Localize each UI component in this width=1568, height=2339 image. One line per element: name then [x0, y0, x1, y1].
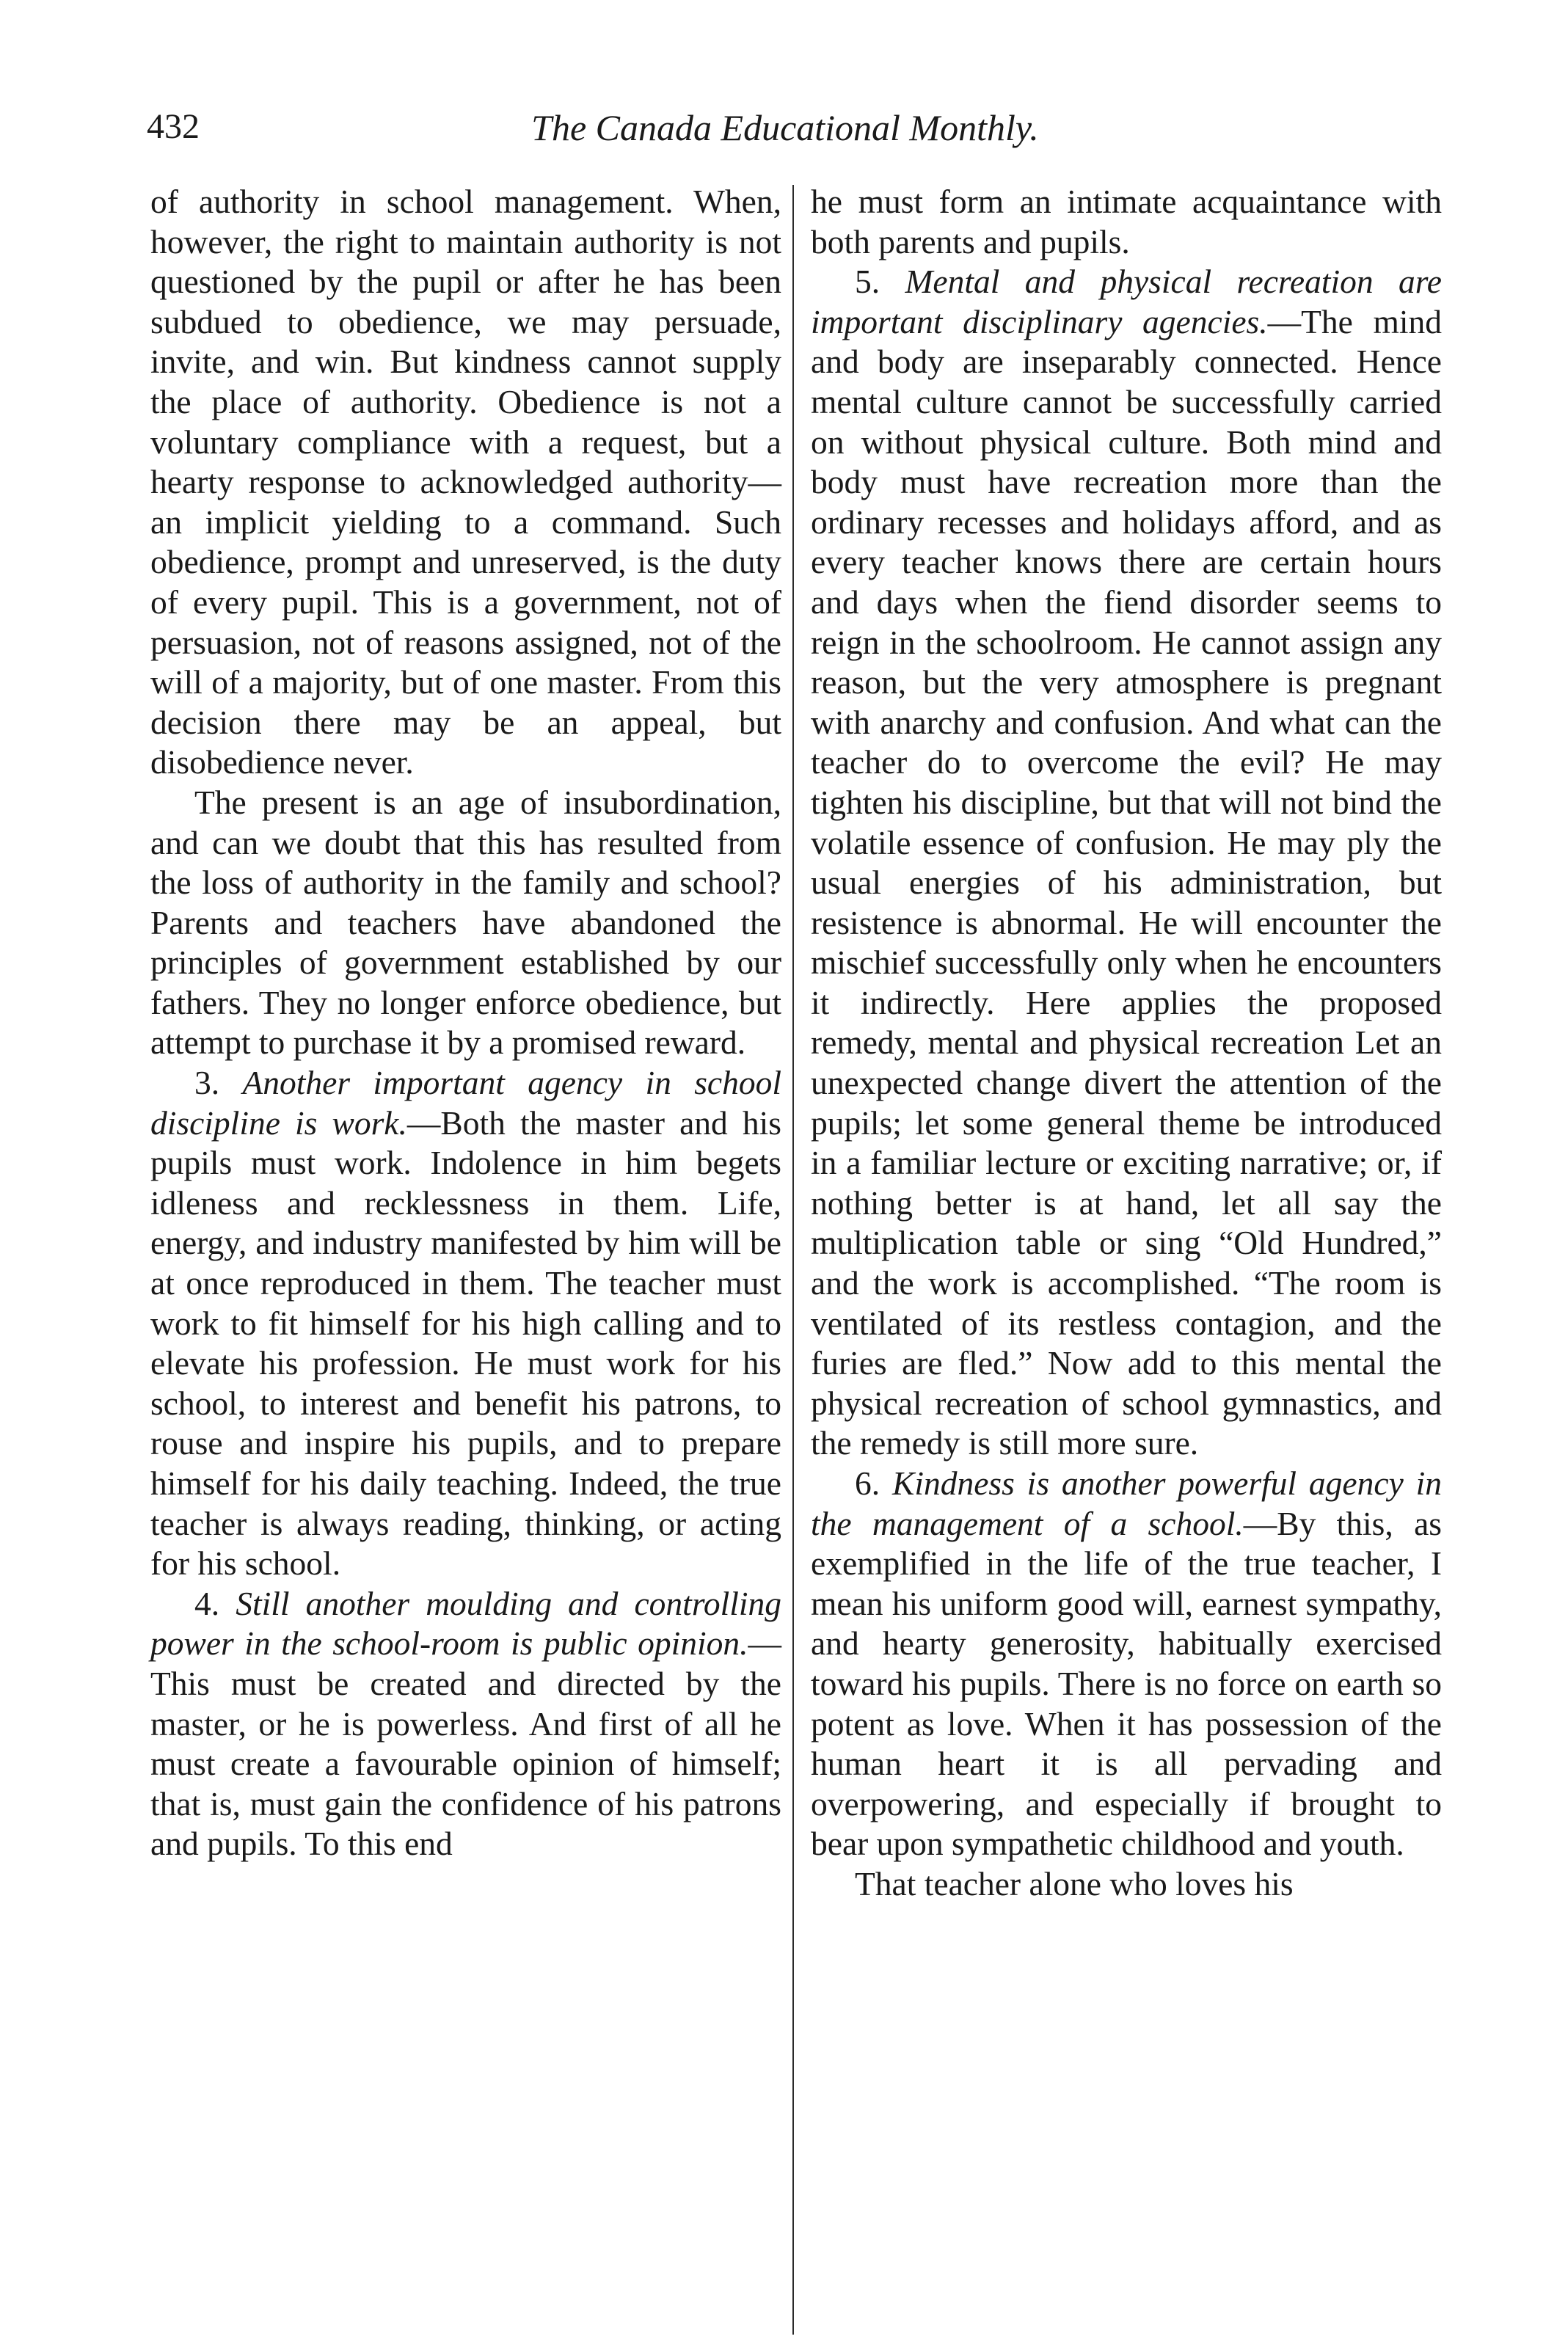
column-divider: [792, 185, 794, 2335]
paragraph-teacher-loves: [811, 1864, 1442, 1905]
section-heading: Still another moulding and controlling power in the school-room is public opinion.: [150, 1584, 782, 1663]
paragraph-public-opinion: [150, 1584, 781, 1864]
paragraph-text: That teacher alone who loves his: [855, 1864, 1294, 1902]
paragraph-kindness: [811, 1464, 1442, 1864]
running-title: The Canada Educational Monthly.: [531, 107, 1039, 148]
paragraph-text: —Both the master and his pupils must work. Indolence in him begets idleness and recklessness in them. Life, energy, and industry manifested by him will be at once reproduced in them. The teacher must work to fit himself for his high calling and to elevate his profession. He must work for his school, to interest and benefit his patrons, to rouse and inspire his pupils, and to prepare himself for his daily teaching. Indeed, the true teacher is always reading, thinking, or acting for his school.: [150, 1103, 781, 1583]
section-heading: Mental and physical recreation are important disciplinary agencies.: [811, 263, 1442, 340]
section-number: 3.: [194, 1064, 220, 1102]
paragraph-text: of authority in school management. When, however, the right to maintain authority is not questioned by the pupil or after he has been subdued to obedience, we may persuade, invite, and win. But kindness cannot supply the place of authority. Obedience is not a voluntary compliance with a request, but a hearty response to acknowledged authority—an implicit yielding to a command. Such obedience, prompt and unreserved, is the duty of every pupil. This is a government, not of persuasion, not of reasons assigned, not of the will of a majority, but of one master. From this decision there may be an appeal, but disobedience never.: [150, 183, 781, 781]
paragraph-text: —This must be created and directed by the master, or he is powerless. And first of all he must create a favourable opinion of himself; that is, must gain the confidence of his patrons and pupils. To this end: [150, 1624, 781, 1863]
paragraph-text: The present is an age of insubordination, and can we doubt that this has resulted from the loss of authority in the family and school? Parents and teachers have abandoned the principles of government established by our fathers. They no longer enforce obedience, but attempt to purchase it by a promised reward.: [150, 783, 781, 1062]
section-heading: Kindness is another powerful agency in the management of a school.: [811, 1464, 1443, 1542]
paragraph-recreation: [811, 262, 1442, 1464]
section-number: 6.: [855, 1464, 880, 1502]
paragraph-acquaintance-continued: [811, 182, 1442, 262]
paragraph-text: —The mind and body are inseparably connected. Hence mental culture cannot be successfully carried on without physical culture. Both mind and body must have recreation more than the ordinary recesses and holidays afford, and as every teacher knows there are certain hours and days when the fiend disorder seems to reign in the schoolroom. He cannot assign any reason, but the very atmosphere is pregnant with anarchy and confusion. And what can the teacher do to overcome the evil? He may tighten his discipline, but that will not bind the volatile essence of confusion. He may ply the usual energies of his administration, but resistence is abnormal. He will encounter the mischief successfully only when he encounters it indirectly. Here applies the proposed remedy, mental and physical recreation Let an unexpected change divert the attention of the pupils; let some general theme be introduced in a familiar lecture or exciting narrative; or, if nothing better is at hand, let all say the multiplication table or sing “Old Hundred,” and the work is accomplished. “The room is ventilated of its restless contagion, and the furies are fled.” Now add to this mental the physical recreation of school gymnastics, and the remedy is still more sure.: [811, 302, 1442, 1462]
paragraph-work-agency: [150, 1063, 781, 1584]
left-column: [150, 182, 781, 1864]
paragraph-authority-continued: [150, 182, 781, 783]
section-number: 4.: [194, 1584, 220, 1622]
paragraph-text: —By this, as exemplified in the life of the true teacher, I mean his uniform good will, earnest sympathy, and hearty generosity, habitually exercised toward his pupils. There is no force on earth so potent as love. When it has possession of the human heart it is all pervading and overpowering, and especially if brought to bear upon sympathetic childhood and youth.: [811, 1504, 1442, 1863]
section-number: 5.: [855, 263, 880, 301]
paragraph-insubordination: [150, 783, 781, 1063]
paragraph-text: he must form an intimate acquaintance with both parents and pupils.: [811, 183, 1442, 260]
page-header: [147, 106, 1423, 165]
right-column: [811, 182, 1442, 1905]
page-number: 432: [147, 107, 200, 146]
section-heading: Another important agency in school discipline is work.: [150, 1064, 781, 1142]
